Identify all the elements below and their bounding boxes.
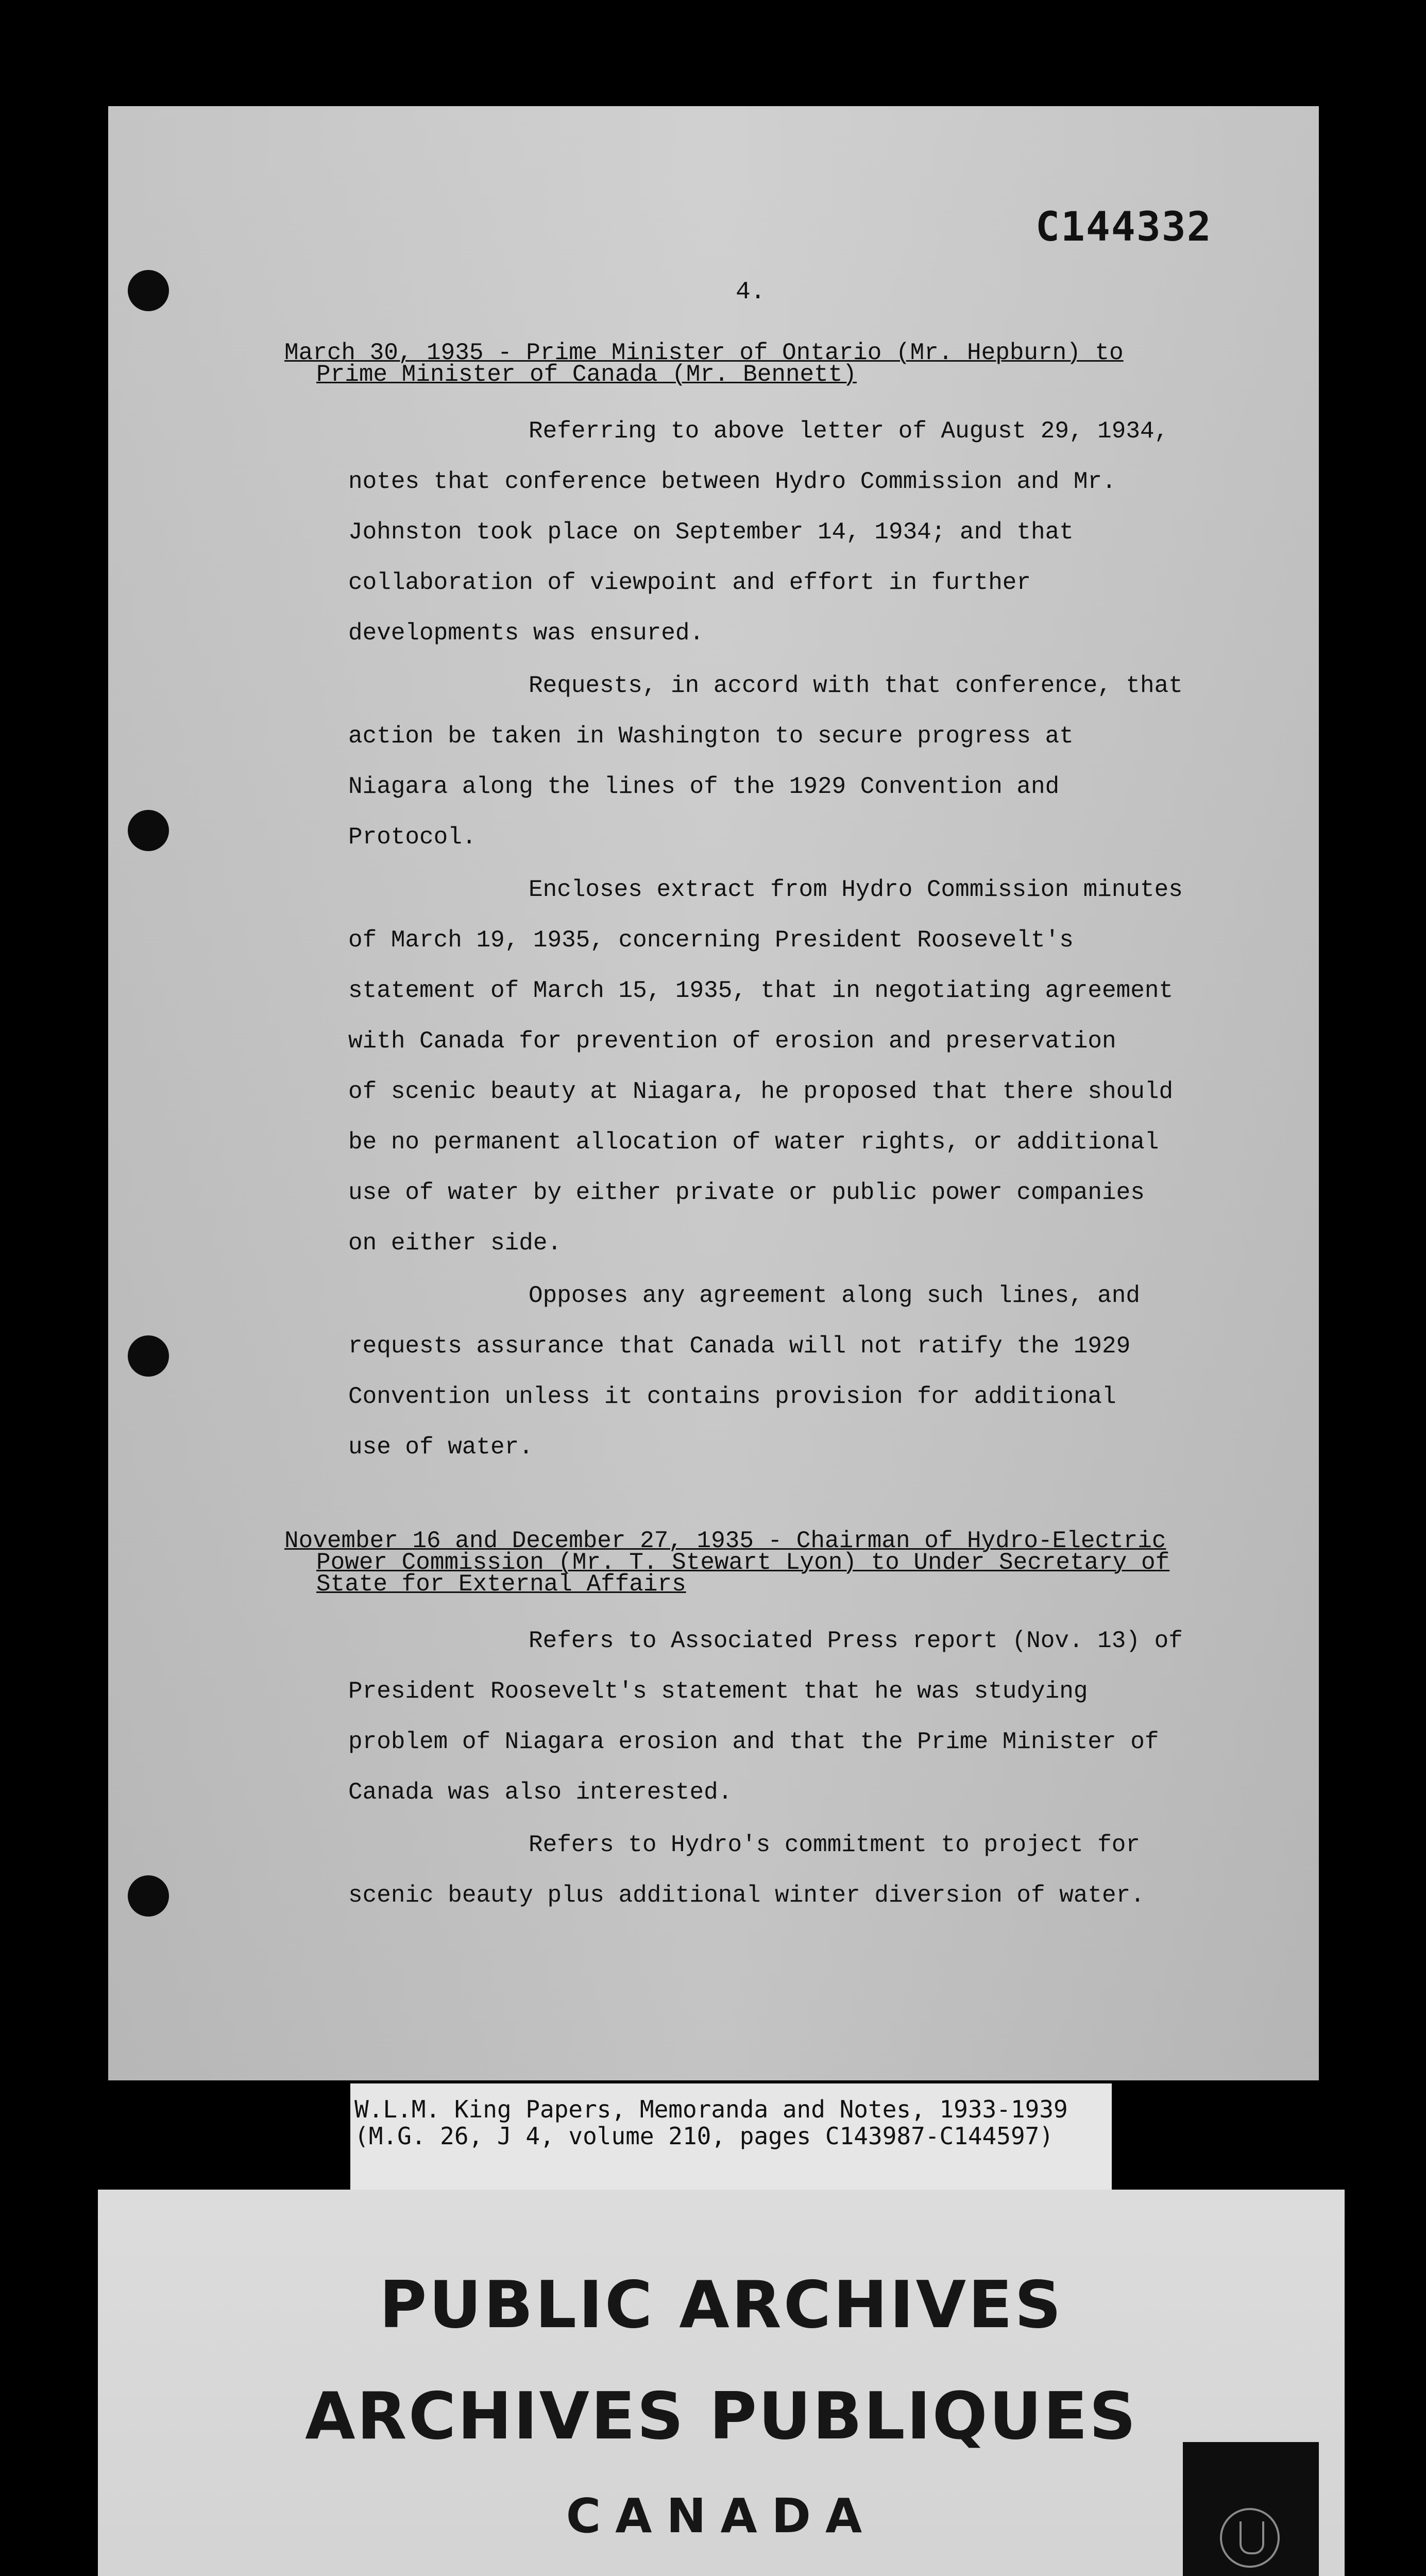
heading-line: November 16 and December 27, 1935 - Chairman of Hydro-Electric	[284, 1528, 1166, 1554]
reference-number: C144332	[1035, 204, 1212, 250]
binder-hole	[128, 1335, 169, 1377]
archives-logo-icon	[1220, 2508, 1280, 2568]
binder-hole	[128, 1875, 169, 1917]
stamp-line-public-archives: PUBLIC ARCHIVES	[379, 2267, 1063, 2343]
stamp-line-canada: CANADA	[566, 2488, 877, 2544]
heading-line: March 30, 1935 - Prime Minister of Ontario (Mr. Hepburn) to	[284, 340, 1124, 366]
entry-heading	[284, 1528, 1170, 1598]
heading-line: Prime Minister of Canada (Mr. Bennett)	[316, 361, 857, 388]
archive-stamp	[98, 2190, 1345, 2576]
paragraph: Referring to above letter of August 29, 1934, notes that conference between Hydro Commission and Mr. Johnston took place on September 14, 1934; and that collaboration of viewpoint and effort in further developments was ensured.	[348, 418, 1169, 647]
paragraph: Requests, in accord with that conference, that action be taken in Washington to secure progress at Niagara along the lines of the 1929 Convention and Protocol.	[348, 672, 1183, 851]
binder-hole	[128, 270, 169, 311]
binder-hole	[128, 810, 169, 851]
paragraph: Refers to Hydro's commitment to project for scenic beauty plus additional winter diversion of water.	[348, 1832, 1145, 1909]
heading-line: Power Commission (Mr. T. Stewart Lyon) to Under Secretary of	[316, 1549, 1170, 1576]
entry-heading	[284, 340, 1124, 388]
archive-label-line: W.L.M. King Papers, Memoranda and Notes, 1933-1939	[354, 2095, 1068, 2123]
archive-label-line: (M.G. 26, J 4, volume 210, pages C143987-C144597)	[354, 2122, 1054, 2150]
paragraph: Opposes any agreement along such lines, and requests assurance that Canada will not ratify the 1929 Convention unless it contains provision for additional use of water.	[348, 1282, 1140, 1461]
archive-reference-label	[350, 2083, 1112, 2193]
paragraph: Refers to Associated Press report (Nov. 13) of President Roosevelt's statement that he was studying problem of Niagara erosion and that the Prime Minister of Canada was also interested.	[348, 1628, 1183, 1806]
heading-line: State for External Affairs	[316, 1571, 686, 1598]
page-number: 4.	[736, 278, 766, 306]
stamp-line-archives-publiques: ARCHIVES PUBLIQUES	[305, 2378, 1138, 2454]
archives-logo	[1183, 2442, 1319, 2576]
paragraph: Encloses extract from Hydro Commission minutes of March 19, 1935, concerning President Roosevelt's statement of March 15, 1935, that in negotiating agreement with Canada for prevention of erosion and preservation of scenic beauty at Niagara, he proposed that there should be no permanent allocation of water rights, or additional use of water by either private or public power companies on either side.	[348, 876, 1183, 1257]
